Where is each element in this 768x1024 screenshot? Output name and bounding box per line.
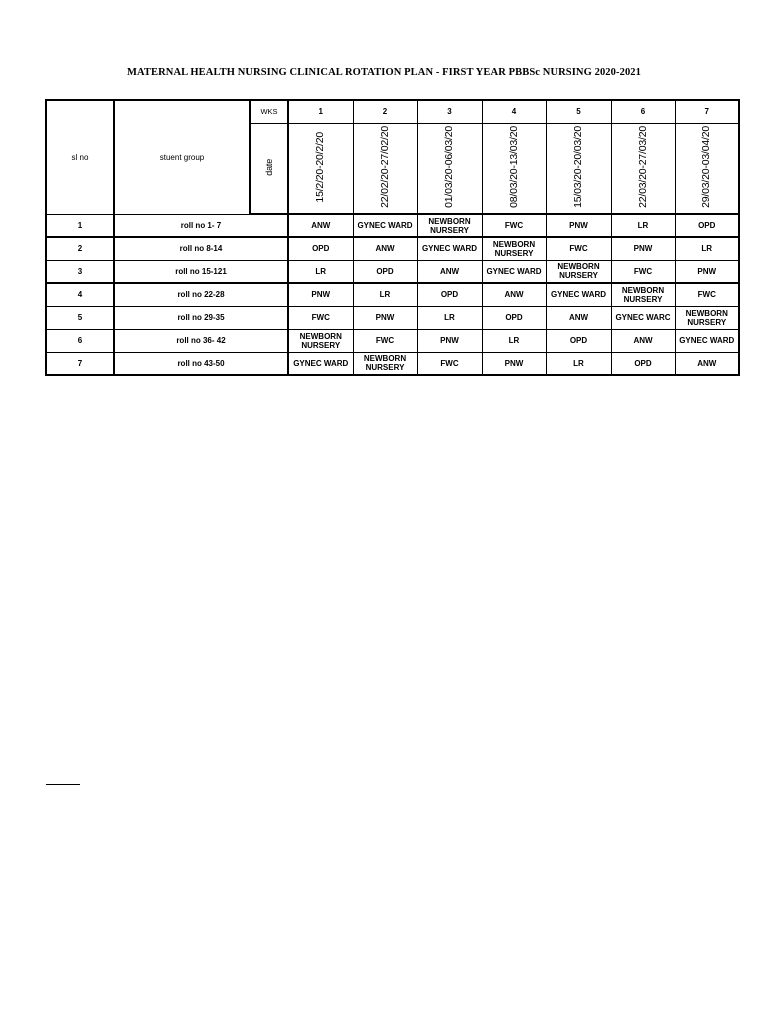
table-row	[46, 260, 739, 283]
rotation-cell: NEWBORN NURSERY	[417, 214, 482, 237]
rotation-cell: OPD	[288, 237, 353, 260]
sl-no-header: sl no	[46, 100, 114, 214]
student-group-cell: roll no 15-121	[114, 260, 288, 283]
rotation-cell: LR	[611, 214, 675, 237]
rotation-cell: ANW	[546, 306, 611, 329]
rotation-cell: GYNEC WARD	[288, 352, 353, 375]
date-range-3: 01/03/20-06/03/20	[443, 126, 455, 209]
date-cell-2	[353, 123, 417, 214]
rotation-cell: GYNEC WARD	[482, 260, 546, 283]
rotation-cell: NEWBORN NURSERY	[675, 306, 739, 329]
document-title: MATERNAL HEALTH NURSING CLINICAL ROTATION PLAN - FIRST YEAR PBBSc NURSING 2020-2021	[126, 67, 642, 78]
table-row	[46, 352, 739, 375]
week-header-4: 4	[482, 100, 546, 123]
rotation-cell: NEWBORN NURSERY	[482, 237, 546, 260]
rotation-cell: GYNEC WARD	[417, 237, 482, 260]
rotation-cell: FWC	[546, 237, 611, 260]
rotation-cell: LR	[546, 352, 611, 375]
rotation-cell: GYNEC WARD	[675, 329, 739, 352]
rotation-cell: GYNEC WARD	[546, 283, 611, 306]
student-group-header: stuent group	[114, 100, 250, 214]
rotation-cell: OPD	[611, 352, 675, 375]
sl-no-cell: 5	[46, 306, 114, 329]
wks-label: WKS	[250, 100, 288, 123]
rotation-cell: ANW	[482, 283, 546, 306]
rotation-cell: OPD	[546, 329, 611, 352]
rotation-cell: PNW	[675, 260, 739, 283]
student-group-cell: roll no 43-50	[114, 352, 288, 375]
sl-no-cell: 7	[46, 352, 114, 375]
rotation-table	[45, 99, 740, 376]
date-cell-5	[546, 123, 611, 214]
week-header-2: 2	[353, 100, 417, 123]
week-header-7: 7	[675, 100, 739, 123]
table-row	[46, 306, 739, 329]
sl-no-cell: 2	[46, 237, 114, 260]
rotation-cell: FWC	[675, 283, 739, 306]
rotation-cell: ANW	[353, 237, 417, 260]
sl-no-cell: 4	[46, 283, 114, 306]
rotation-cell: FWC	[417, 352, 482, 375]
table-row	[46, 214, 739, 237]
table-row	[46, 329, 739, 352]
date-range-4: 08/03/20-13/03/20	[507, 126, 520, 209]
week-header-3: 3	[417, 100, 482, 123]
rotation-cell: LR	[482, 329, 546, 352]
rotation-cell: OPD	[482, 306, 546, 329]
rotation-cell: GYNEC WARC	[611, 306, 675, 329]
rotation-cell: OPD	[353, 260, 417, 283]
week-header-5: 5	[546, 100, 611, 123]
date-cell-7	[675, 123, 739, 214]
rotation-cell: PNW	[611, 237, 675, 260]
sl-no-cell: 1	[46, 214, 114, 237]
date-range-2: 22/02/20-27/02/20	[378, 126, 391, 209]
rotation-cell: NEWBORN NURSERY	[353, 352, 417, 375]
rotation-cell: LR	[675, 237, 739, 260]
rotation-cell: NEWBORN NURSERY	[611, 283, 675, 306]
date-cell-6	[611, 123, 675, 214]
date-label-cell	[250, 123, 288, 214]
table-row	[46, 283, 739, 306]
rotation-cell: PNW	[288, 283, 353, 306]
rotation-cell: FWC	[288, 306, 353, 329]
student-group-cell: roll no 29-35	[114, 306, 288, 329]
sl-no-cell: 6	[46, 329, 114, 352]
rotation-rows	[46, 214, 739, 375]
rotation-cell: ANW	[417, 260, 482, 283]
rotation-cell: PNW	[546, 214, 611, 237]
rotation-cell: LR	[288, 260, 353, 283]
rotation-cell: FWC	[611, 260, 675, 283]
rotation-cell: LR	[417, 306, 482, 329]
date-range-7: 29/03/20-03/04/20	[700, 126, 713, 209]
rotation-cell: ANW	[675, 352, 739, 375]
table-row	[46, 237, 739, 260]
student-group-cell: roll no 22-28	[114, 283, 288, 306]
student-group-cell: roll no 8-14	[114, 237, 288, 260]
rotation-cell: OPD	[417, 283, 482, 306]
rotation-cell: ANW	[611, 329, 675, 352]
date-range-6: 22/03/20-27/03/20	[636, 126, 649, 209]
rotation-cell: OPD	[675, 214, 739, 237]
student-group-cell: roll no 36- 42	[114, 329, 288, 352]
rotation-cell: FWC	[482, 214, 546, 237]
rotation-cell: FWC	[353, 329, 417, 352]
week-header-1: 1	[288, 100, 353, 123]
rotation-cell: NEWBORN NURSERY	[288, 329, 353, 352]
date-cell-1	[288, 123, 353, 214]
date-range-5: 15/03/20-20/03/20	[572, 126, 584, 209]
date-range-1: 15/2/20-20/2/20	[314, 131, 327, 203]
student-group-cell: roll no 1- 7	[114, 214, 288, 237]
sl-no-cell: 3	[46, 260, 114, 283]
date-cell-3	[417, 123, 482, 214]
rotation-cell: LR	[353, 283, 417, 306]
rotation-cell: PNW	[482, 352, 546, 375]
date-cell-4	[482, 123, 546, 214]
rotation-cell: GYNEC WARD	[353, 214, 417, 237]
rotation-cell: PNW	[417, 329, 482, 352]
rotation-cell: ANW	[288, 214, 353, 237]
rotation-cell: NEWBORN NURSERY	[546, 260, 611, 283]
week-header-6: 6	[611, 100, 675, 123]
footer-rule	[46, 784, 80, 785]
rotation-cell: PNW	[353, 306, 417, 329]
date-label: date	[263, 158, 274, 176]
